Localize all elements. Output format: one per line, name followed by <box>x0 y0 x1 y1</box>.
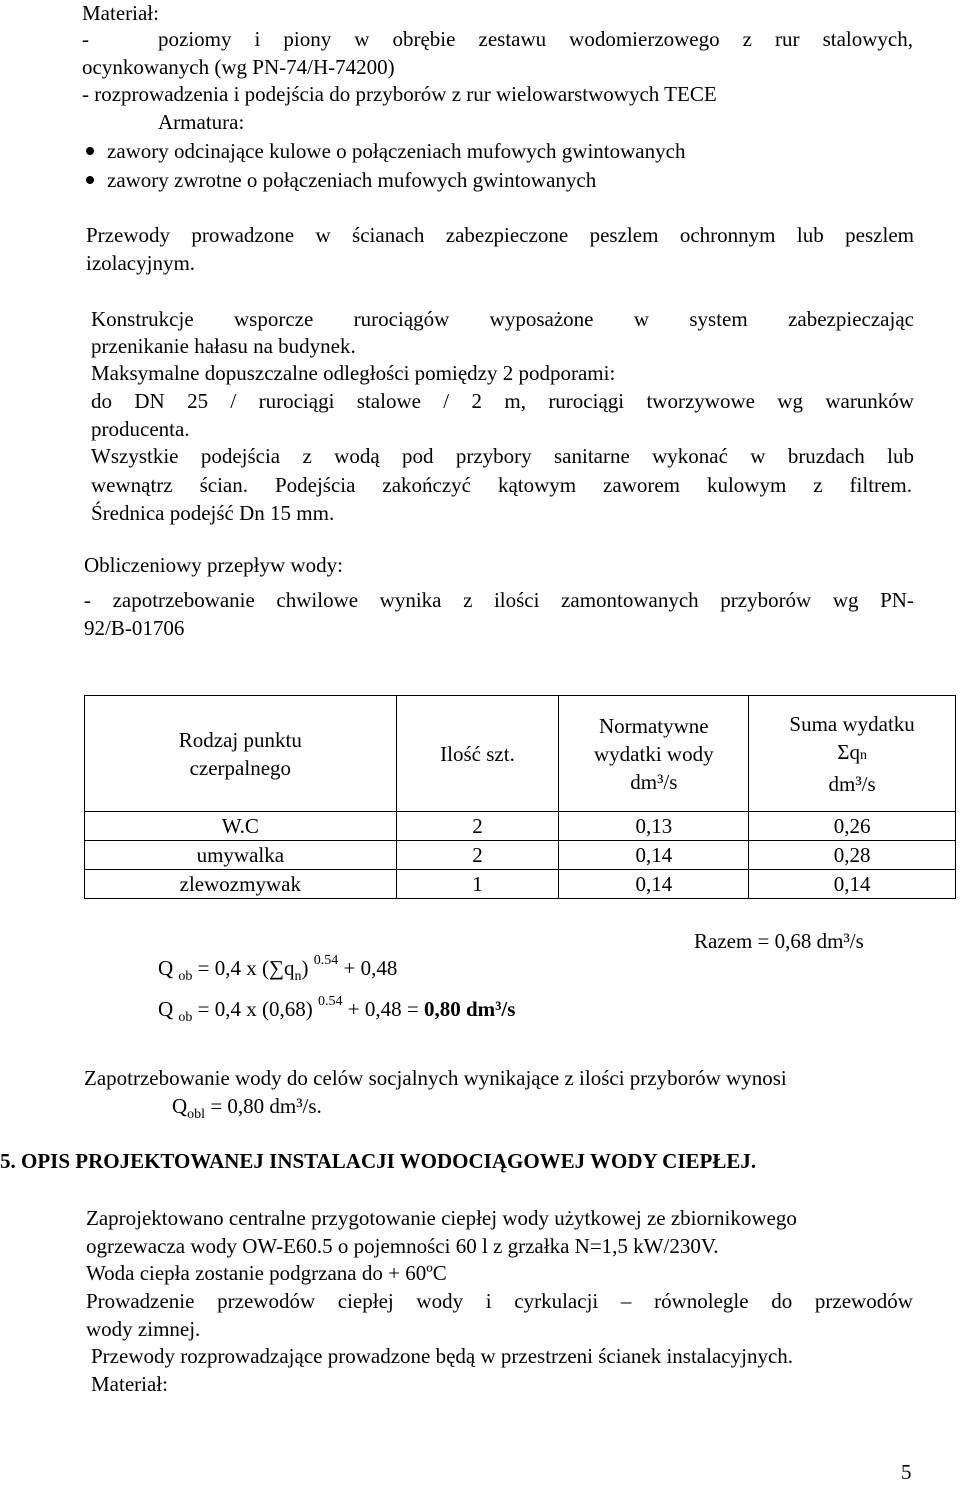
word: wykonać <box>652 444 728 468</box>
justified-line <box>86 1287 913 1316</box>
word: chwilowe <box>276 588 359 612</box>
word: kątowym <box>497 473 577 497</box>
text-line: Maksymalne dopuszczalne odległości pomiędzy 2 podporami: <box>91 361 616 385</box>
word: wodą <box>334 444 380 468</box>
text-line: Materiał: <box>91 1372 168 1396</box>
word: warunków <box>825 389 914 413</box>
word: Prowadzenie <box>86 1289 195 1313</box>
justified-line <box>91 471 912 500</box>
word: - <box>84 588 91 612</box>
word: wody <box>416 1289 464 1313</box>
bullet-icon <box>86 176 94 184</box>
word: – <box>620 1289 632 1313</box>
word: Konstrukcje <box>91 307 194 331</box>
word: zaworem <box>603 473 681 497</box>
word: równolegle <box>654 1289 749 1313</box>
word: Podejścia <box>274 473 356 497</box>
word: 2 <box>471 389 482 413</box>
word: peszlem <box>589 223 659 247</box>
word: obrębie <box>392 27 456 51</box>
word: / <box>230 389 237 413</box>
word: ścianach <box>352 223 425 247</box>
justified-line <box>91 442 914 471</box>
word: bruzdach <box>787 444 865 468</box>
word: wynika <box>379 588 442 612</box>
section-heading: 5. OPIS PROJEKTOWANEJ INSTALACJI WODOCIĄGOWEJ WODY CIEPŁEJ. <box>0 1149 757 1173</box>
word: Wszystkie <box>91 444 179 468</box>
text-line: - rozprowadzenia i podejścia do przyborów z rur wielowarstwowych TECE <box>82 82 717 106</box>
word: z <box>742 27 752 51</box>
text-line: 92/B-01706 <box>84 616 185 640</box>
flow-title: Obliczeniowy przepływ wody: <box>84 553 343 577</box>
header-normative-flow: Normatywne wydatki wody dm³/s <box>559 696 749 812</box>
word: piony <box>283 27 332 51</box>
word: wg <box>777 389 803 413</box>
word: w <box>315 223 331 247</box>
table-row: umywalka 2 0,14 0,28 <box>85 841 956 870</box>
demand-line: Zapotrzebowanie wody do celów socjalnych wynikające z ilości przyborów wynosi <box>84 1066 787 1090</box>
word: wyposażone <box>489 307 594 331</box>
header-flow-sum: Suma wydatku Σqn dm³/s <box>749 696 956 812</box>
word: w <box>354 27 370 51</box>
word: ciepłej <box>337 1289 394 1313</box>
word: poziomy <box>158 27 232 51</box>
word: system <box>689 307 748 331</box>
formula-qob-result: Q $_{ob}$ = 0,4 x (0,68) $^{0.54}$ + 0,48 = 0,80 dm³/s <box>158 994 516 1025</box>
armatura-label: Armatura: <box>158 110 245 134</box>
word: wewnątrz <box>91 473 173 497</box>
word: i <box>485 1289 492 1313</box>
text-line: ocynkowanych (wg PN-74/H-74200) <box>82 55 395 79</box>
word: zabezpieczone <box>445 223 569 247</box>
word: zestawu <box>478 27 547 51</box>
text-line: Woda ciepła zostanie podgrzana do + 60ºC <box>86 1261 447 1285</box>
table-total: Razem = 0,68 dm³/s <box>694 929 864 953</box>
word: sanitarne <box>554 444 630 468</box>
word: peszlem <box>845 223 914 247</box>
list-item: zawory zwrotne o połączeniach mufowych gwintowanych <box>107 168 597 192</box>
text-line: Zaprojektowano centralne przygotowanie ciepłej wody użytkowej ze zbiornikowego <box>86 1206 797 1230</box>
word: 25 <box>187 389 209 413</box>
word: cyrkulacji <box>514 1289 599 1313</box>
text-line: producenta. <box>91 417 190 441</box>
word: z <box>302 444 312 468</box>
word: w <box>750 444 766 468</box>
word: do <box>771 1289 793 1313</box>
bullet-icon <box>86 147 94 155</box>
word: / <box>443 389 450 413</box>
page-number: 5 <box>901 1460 912 1484</box>
text-line: Średnica podejść Dn 15 mm. <box>91 501 335 525</box>
text-line: wody zimnej. <box>86 1317 201 1341</box>
text-line: przenikanie hałasu na budynek. <box>91 334 356 358</box>
word: zamontowanych <box>561 588 699 612</box>
word: ilości <box>493 588 540 612</box>
justified-line <box>91 305 914 334</box>
header-quantity: Ilość szt. <box>396 696 559 812</box>
word: przyborów <box>720 588 812 612</box>
word: DN <box>134 389 165 413</box>
word: rurociągi <box>258 389 335 413</box>
text-line: Przewody rozprowadzające prowadzone będą w przestrzeni ścianek instalacyjnych. <box>91 1344 794 1368</box>
table-row: W.C 2 0,13 0,26 <box>85 812 956 841</box>
word: i <box>254 27 261 51</box>
word: prowadzone <box>191 223 295 247</box>
word: tworzywowe <box>646 389 755 413</box>
word: rur <box>775 27 800 51</box>
demand-value: $Q_{obl} = 0,80$ dm³/s. <box>172 1094 322 1122</box>
word: przewodów <box>814 1289 913 1313</box>
justified-line <box>86 221 914 250</box>
word: wodomierzowego <box>569 27 720 51</box>
word: lub <box>887 444 914 468</box>
word: stalowe <box>356 389 421 413</box>
word: zakończyć <box>382 473 471 497</box>
word: PN- <box>880 588 914 612</box>
table-row: zlewozmywak 1 0,14 0,14 <box>85 870 956 899</box>
word: z <box>813 473 823 497</box>
word: podejścia <box>200 444 281 468</box>
word: zabezpieczając <box>788 307 914 331</box>
word: w <box>633 307 650 331</box>
word: wg <box>832 588 859 612</box>
word: przybory <box>455 444 532 468</box>
word: filtrem. <box>849 473 912 497</box>
justified-line <box>84 586 914 615</box>
material-label: Materiał: <box>82 1 159 25</box>
word: wsporcze <box>234 307 314 331</box>
word: Przewody <box>86 223 170 247</box>
list-item: zawory odcinające kulowe o połączeniach mufowych gwintowanych <box>107 139 686 163</box>
word: zapotrzebowanie <box>112 588 255 612</box>
word: przewodów <box>217 1289 316 1313</box>
word: kulowym <box>706 473 787 497</box>
formula-qob: Q $_{ob}$ = 0,4 x $(\sum q_n) ^{0.54} + 0,48$ <box>158 953 398 984</box>
word: do <box>91 389 112 413</box>
justified-line <box>91 387 914 416</box>
word: pod <box>402 444 434 468</box>
word: ścian. <box>199 473 248 497</box>
text-line: ogrzewacza wody OW-E60.5 o pojemności 60 l z grzałka N=1,5 kW/230V. <box>86 1234 719 1258</box>
word: stalowych, <box>822 27 913 51</box>
dash: - <box>82 27 89 51</box>
header-point-type: Rodzaj punktu czerpalnego <box>85 696 397 812</box>
word: rurociągów <box>353 307 450 331</box>
justified-line <box>158 25 913 54</box>
word: z <box>463 588 473 612</box>
table-header-row <box>85 696 956 812</box>
word: lub <box>796 223 824 247</box>
word: m, <box>504 389 526 413</box>
word: ochronnym <box>679 223 776 247</box>
water-demand-table <box>84 695 956 899</box>
word: rurociągi <box>548 389 625 413</box>
text-line: izolacyjnym. <box>86 251 196 275</box>
